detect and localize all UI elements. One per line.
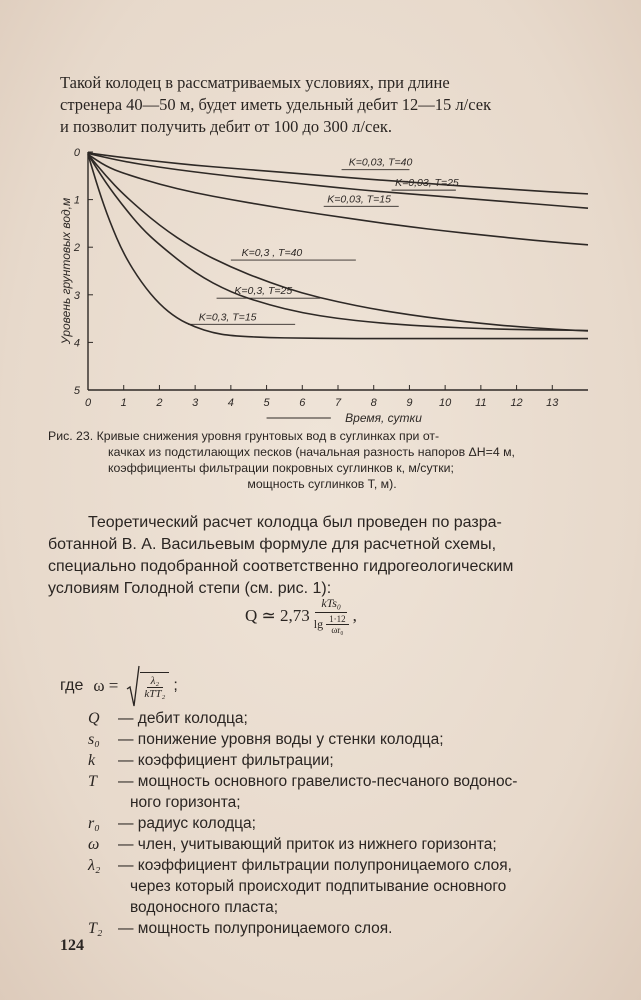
definition-text: — коэффициент фильтрации; [118,752,334,769]
where-tail: ; [173,677,178,694]
x-tick-label: 7 [334,397,342,409]
y-tick-label: 2 [73,242,80,255]
definition-item [88,708,608,729]
x-tick-label: 13 [546,397,559,409]
y-tick-label: 0 [73,147,80,159]
curve-label: K=0,03, T=25 [395,177,459,190]
sqrt-body [140,672,169,700]
y-tick-label: 1 [73,194,80,207]
definition-symbol: k [88,752,96,769]
x-tick-label: 12 [510,397,523,409]
definition-item [88,729,608,750]
x-tick-label: 5 [263,397,270,409]
definition-text: водоносного пласта; [130,899,279,916]
caption-line: коэффициенты фильтрации покровных суглинков к, м/сутки; [108,461,454,475]
definition-symbol: λ₂ [88,857,101,874]
formula-fraction [314,596,349,635]
definition-text: — коэффициент фильтрации полупроницаемого слоя, [118,857,512,874]
caption-line: качках из подстилающих песков (начальная разность напоров ΔH=4 м, [108,445,515,459]
curve-label: K=0,3, T=25 [234,285,293,298]
x-tick-label: 9 [406,397,413,409]
x-tick-label: 10 [439,397,452,409]
y-axis-label: Уровень грунтовых вод,м [59,197,73,345]
x-tick-label: 11 [475,397,487,409]
y-tick-label: 4 [73,337,80,350]
definition-text: — мощность полупроницаемого слоя. [118,920,393,937]
definition-text: ного горизонта; [130,794,241,811]
x-axis-label: Время, сутки [345,411,422,425]
formula-denominator [314,613,349,635]
definition-text: — дебит колодца; [118,710,248,727]
definition-symbol: r₀ [88,815,100,832]
definition-symbol: T [88,773,97,790]
curve-5 [88,154,588,330]
sqrt-expression [126,665,169,707]
definition-item [88,834,608,855]
top-paragraph-line: Такой колодец в рассматриваемых условиях, при длине [60,73,450,92]
top-paragraph-line: стренера 40—50 м, будет иметь удельный дебит 12—15 л/сек [60,95,492,114]
x-tick-label: 0 [84,397,92,409]
formula-lhs: Q ≃ 2,73 [245,605,310,625]
definition-symbol: s₀ [88,731,100,748]
definition-text: — мощность основного гравелисто-песчаного водонос- [118,773,518,790]
x-tick-label: 6 [299,397,306,409]
x-tick-label: 2 [156,397,163,409]
main-paragraph-line: специально подобранной соответственно гидрогеологическим [48,558,514,575]
top-paragraph-line: и позволит получить дебит от 100 до 300 л/сек. [60,117,392,136]
main-paragraph [48,512,596,600]
where-word: где [60,677,84,694]
caption-line: Рис. 23. Кривые снижения уровня грунтовых вод в суглинках при от- [48,429,440,443]
page-number: 124 [60,937,84,954]
definition-text: — радиус колодца; [118,815,256,832]
discharge-formula [245,596,357,635]
definition-symbol: ω [88,836,100,853]
x-tick-label: 1 [120,397,127,409]
main-paragraph-line: Теоретический расчет колодца был проведен по разра- [88,514,502,531]
sqrt-denominator: kTT₂ [144,688,166,700]
formula-inner-denominator: ωr₀ [331,625,344,635]
definition-continuation [88,876,608,897]
definition-text: через который происходит подпитывание основного [130,878,507,895]
formula-inner-numerator: 1·12 [326,614,349,625]
main-paragraph-line: ботанной В. А. Васильевым формуле для расчетной схемы, [48,536,497,553]
x-tick-label: 8 [370,397,377,409]
sqrt-numerator: λ₂ [147,675,164,688]
chart-svg [50,140,600,425]
figure-23-chart [50,140,600,425]
curve-4 [88,154,588,331]
sqrt-sign-icon [126,665,140,707]
y-tick-label: 5 [73,385,80,397]
definition-symbol: T₂ [88,920,103,937]
omega-definition [60,665,178,707]
formula-numerator: kTs₀ [315,596,347,613]
definition-item [88,918,608,939]
definition-continuation [88,897,608,918]
formula-tail: , [352,605,357,625]
curve-label: K=0,3, T=15 [198,311,257,324]
definition-text: — понижение уровня воды у стенки колодца; [118,731,444,748]
curve-label: K=0,03, T=40 [348,156,413,169]
curve-label: K=0,3 , T=40 [241,247,303,260]
omega-lhs: ω = [93,676,119,695]
caption-line: мощность суглинков T, м). [247,477,397,491]
definition-text: — член, учитывающий приток из нижнего горизонта; [118,836,497,853]
definitions-list [88,708,608,939]
formula-lg: lg [313,617,324,631]
definition-item [88,813,608,834]
definition-item [88,750,608,771]
top-paragraph [60,72,590,138]
definition-symbol: Q [88,710,100,727]
x-tick-label: 3 [192,397,199,409]
y-tick-label: 3 [73,289,80,302]
definition-item [88,855,608,876]
main-paragraph-line: условиям Голодной степи (см. рис. 1): [48,580,332,597]
figure-caption [48,428,596,492]
x-tick-label: 4 [227,397,234,409]
definition-item [88,771,608,792]
curve-label: K=0,03, T=15 [327,193,391,206]
definition-continuation [88,792,608,813]
formula-inner-fraction [326,614,349,635]
